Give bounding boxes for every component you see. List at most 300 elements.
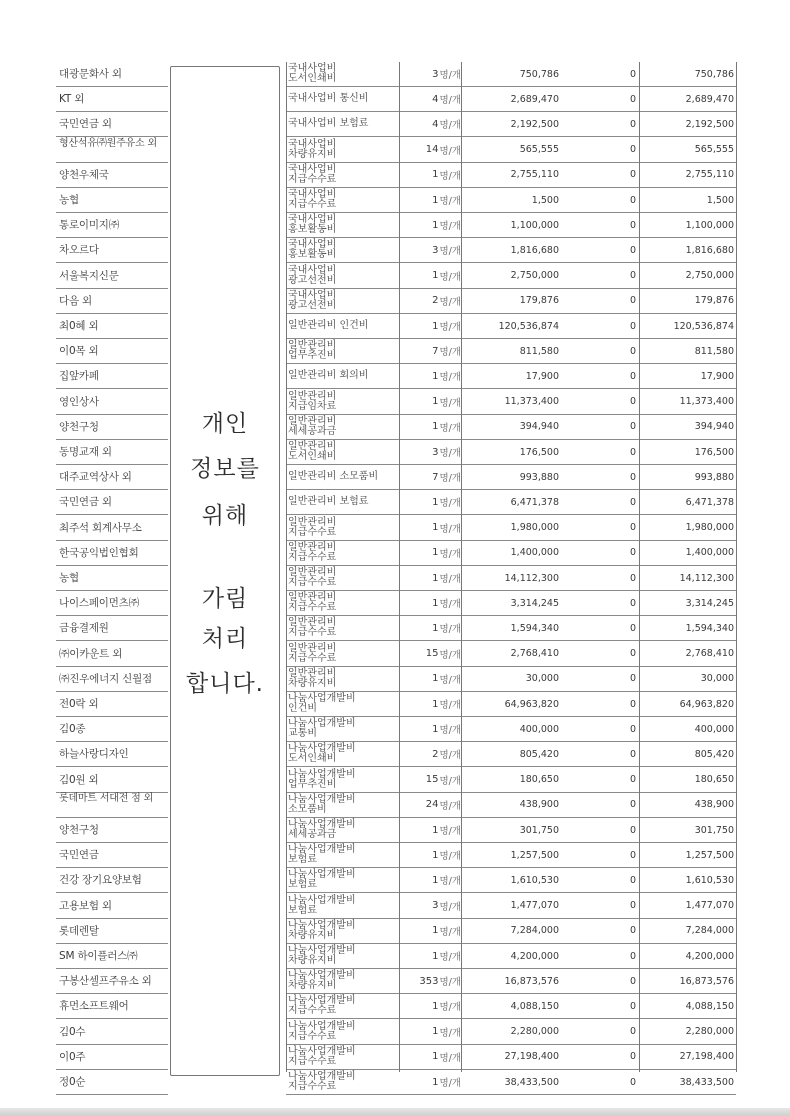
account-item-cell	[286, 339, 399, 364]
zero-cell: 0	[561, 163, 639, 188]
zero-cell: 0	[561, 944, 639, 969]
quantity-unit: 명/개	[439, 1027, 461, 1039]
total-cell: 4,088,150	[639, 994, 736, 1019]
vendor-cell: 다음 외	[56, 289, 168, 314]
amount-cell: 394,940	[461, 415, 561, 440]
amount-cell: 2,280,000	[461, 1020, 561, 1045]
total-cell: 750,786	[639, 62, 736, 87]
account-item-text: 나눔사업개발비	[288, 945, 356, 956]
total-cell: 16,873,576	[639, 969, 736, 994]
total-cell: 38,433,500	[639, 1070, 736, 1095]
quantity-value: 1	[432, 698, 439, 710]
account-item-cell	[286, 314, 399, 339]
account-item-text: 나눔사업개발비	[288, 819, 356, 830]
table-row	[56, 1020, 736, 1045]
quantity-unit: 명/개	[439, 674, 461, 686]
total-cell: 6,471,378	[639, 490, 736, 515]
account-item-text: 국내사업비	[288, 264, 337, 276]
account-item-cell	[286, 1020, 399, 1045]
table-row	[56, 289, 736, 314]
account-item-cell	[286, 440, 399, 465]
account-item-text: 차량유지비	[288, 148, 337, 160]
total-cell: 4,200,000	[639, 944, 736, 969]
quantity-unit: 명/개	[439, 1052, 461, 1064]
account-item-text: 지급수수료	[288, 1030, 337, 1042]
quantity-value: 1	[432, 522, 439, 534]
amount-cell: 1,980,000	[461, 516, 561, 541]
quantity-value: 1	[432, 421, 439, 433]
quantity-unit: 명/개	[439, 901, 461, 913]
table-row	[56, 919, 736, 944]
vendor-cell: 한국공익법인협회	[56, 541, 168, 566]
account-item-text: 광고선전비	[288, 299, 337, 311]
account-item-text: 지급수수료	[288, 652, 337, 664]
account-item-text: 국내사업비	[288, 239, 337, 251]
quantity-cell	[399, 238, 461, 263]
zero-cell: 0	[561, 894, 639, 919]
account-item-text: 나눔사업개발비	[288, 1020, 356, 1032]
quantity-cell	[399, 793, 461, 818]
total-cell: 2,750,000	[639, 264, 736, 289]
vendor-cell: 김0종	[56, 717, 168, 742]
account-item-text: 차량유지비	[288, 955, 337, 966]
quantity-cell	[399, 642, 461, 667]
quantity-value: 3	[432, 900, 439, 912]
account-item-cell	[286, 1070, 399, 1095]
total-cell: 2,280,000	[639, 1020, 736, 1045]
zero-cell: 0	[561, 667, 639, 692]
privacy-notice-line: 합니다.	[186, 671, 264, 697]
account-item-cell	[286, 692, 399, 717]
total-cell: 301,750	[639, 818, 736, 843]
amount-cell: 30,000	[461, 667, 561, 692]
account-item-text: 지급수수료	[288, 1081, 337, 1092]
zero-cell: 0	[561, 314, 639, 339]
quantity-cell	[399, 112, 461, 137]
account-item-text: 국내사업비 통신비	[288, 93, 369, 105]
account-item-text: 나눔사업개발비	[288, 1071, 356, 1082]
quantity-cell	[399, 213, 461, 238]
account-item-text: 일반관리비	[288, 390, 337, 402]
account-item-cell	[286, 616, 399, 641]
vendor-cell: 서울복지신문	[56, 264, 168, 289]
account-item-cell	[286, 465, 399, 490]
quantity-cell	[399, 969, 461, 994]
account-item-cell	[286, 566, 399, 591]
vendor-cell: 정0순	[56, 1070, 168, 1095]
account-item-cell	[286, 591, 399, 616]
account-item-text: 지급수수료	[288, 526, 337, 538]
zero-cell: 0	[561, 591, 639, 616]
quantity-value: 2	[432, 748, 439, 760]
account-item-text: 일반관리비	[288, 592, 337, 604]
account-item-text: 일반관리비	[288, 441, 337, 452]
quantity-value: 24	[425, 799, 439, 811]
quantity-value: 1	[432, 723, 439, 735]
table-row	[56, 264, 736, 289]
quantity-cell	[399, 566, 461, 591]
amount-cell: 38,433,500	[461, 1070, 561, 1095]
vendor-cell: 차오르다	[56, 238, 168, 263]
account-item-cell	[286, 642, 399, 667]
quantity-cell	[399, 314, 461, 339]
scan-edge	[0, 1108, 790, 1116]
privacy-notice-line: 개인	[201, 411, 249, 437]
quantity-value: 1	[432, 194, 439, 206]
quantity-unit: 명/개	[439, 649, 461, 661]
vendor-cell: 양천구청	[56, 818, 168, 843]
table-row	[56, 238, 736, 263]
zero-cell: 0	[561, 213, 639, 238]
total-cell: 805,420	[639, 742, 736, 767]
amount-cell: 1,594,340	[461, 616, 561, 641]
vendor-cell: 최주석 회계사무소	[56, 516, 168, 541]
amount-cell: 17,900	[461, 364, 561, 389]
quantity-unit: 명/개	[439, 750, 461, 762]
account-item-cell	[286, 289, 399, 314]
quantity-cell	[399, 138, 461, 163]
account-item-text: 차량유지비	[288, 929, 337, 941]
quantity-unit: 명/개	[439, 347, 461, 359]
total-cell: 811,580	[639, 339, 736, 364]
column-rule	[286, 62, 287, 1072]
zero-cell: 0	[561, 364, 639, 389]
total-cell: 120,536,874	[639, 314, 736, 339]
total-cell: 27,198,400	[639, 1045, 736, 1070]
vendor-cell: SM 하이플러스㈜	[56, 944, 168, 969]
amount-cell: 2,755,110	[461, 163, 561, 188]
total-cell: 1,610,530	[639, 868, 736, 893]
table-row	[56, 364, 736, 389]
amount-cell: 4,200,000	[461, 944, 561, 969]
account-item-text: 나눔사업개발비	[288, 919, 356, 931]
quantity-unit: 명/개	[439, 926, 461, 938]
account-item-text: 차량유지비	[288, 980, 337, 992]
account-item-text: 보험료	[288, 879, 317, 891]
total-cell: 1,980,000	[639, 516, 736, 541]
account-item-text: 도서인쇄비	[288, 451, 337, 462]
column-rule	[736, 62, 737, 1072]
zero-cell: 0	[561, 490, 639, 515]
quantity-unit: 명/개	[439, 498, 461, 510]
quantity-value: 3	[432, 446, 439, 458]
account-item-text: 지급수수료	[288, 551, 337, 563]
table-row	[56, 667, 736, 692]
quantity-value: 1	[432, 547, 439, 559]
account-item-text: 일반관리비	[288, 541, 337, 553]
account-item-text: 나눔사업개발비	[288, 693, 356, 704]
account-item-text: 인건비	[288, 703, 317, 714]
privacy-notice-line: 위해	[201, 503, 249, 529]
quantity-value: 353	[419, 975, 439, 987]
account-item-text: 일반관리비	[288, 567, 337, 578]
table-row	[56, 516, 736, 541]
zero-cell: 0	[561, 566, 639, 591]
quantity-value: 1	[432, 572, 439, 584]
amount-cell: 805,420	[461, 742, 561, 767]
quantity-cell	[399, 516, 461, 541]
privacy-notice-line: 가림	[201, 586, 249, 612]
account-item-text: 일반관리비 보험료	[288, 496, 369, 508]
quantity-value: 1	[432, 219, 439, 231]
quantity-value: 15	[425, 774, 439, 786]
quantity-value: 1	[432, 824, 439, 836]
table-row	[56, 112, 736, 137]
zero-cell: 0	[561, 717, 639, 742]
account-item-text: 지급임차료	[288, 400, 337, 412]
total-cell: 438,900	[639, 793, 736, 818]
quantity-value: 4	[432, 118, 439, 130]
account-item-cell	[286, 919, 399, 944]
table-row	[56, 692, 736, 717]
table-row	[56, 62, 736, 87]
total-cell: 30,000	[639, 667, 736, 692]
account-item-text: 국내사업비 보험료	[288, 118, 369, 130]
total-cell: 3,314,245	[639, 591, 736, 616]
total-cell: 1,100,000	[639, 213, 736, 238]
amount-cell: 301,750	[461, 818, 561, 843]
account-item-cell	[286, 667, 399, 692]
quantity-value: 4	[432, 93, 439, 105]
account-item-text: 일반관리비	[288, 415, 337, 427]
quantity-cell	[399, 163, 461, 188]
zero-cell: 0	[561, 87, 639, 112]
quantity-value: 1	[432, 1000, 439, 1012]
amount-cell: 1,100,000	[461, 213, 561, 238]
zero-cell: 0	[561, 642, 639, 667]
account-item-text: 도서인쇄비	[288, 73, 337, 84]
quantity-cell	[399, 717, 461, 742]
column-rule	[639, 62, 640, 1072]
quantity-value: 1	[432, 370, 439, 382]
amount-cell: 1,816,680	[461, 238, 561, 263]
vendor-cell: ㈜이카운트 외	[56, 642, 168, 667]
quantity-cell	[399, 692, 461, 717]
quantity-unit: 명/개	[439, 599, 461, 611]
quantity-unit: 명/개	[439, 196, 461, 207]
vendor-cell: 농협	[56, 188, 168, 213]
quantity-unit: 명/개	[439, 296, 461, 308]
amount-cell: 179,876	[461, 289, 561, 314]
column-rule	[399, 62, 400, 1072]
account-item-text: 지급수수료	[288, 1055, 337, 1067]
quantity-value: 1	[432, 1026, 439, 1038]
account-item-cell	[286, 994, 399, 1019]
quantity-value: 2	[432, 295, 439, 307]
vendor-cell: 최0혜 외	[56, 314, 168, 339]
quantity-cell	[399, 390, 461, 415]
total-cell: 1,400,000	[639, 541, 736, 566]
vendor-cell: 국민연금 외	[56, 112, 168, 137]
vendor-cell: 대광문화사 외	[56, 62, 168, 87]
account-item-text: 지급수수료	[288, 627, 337, 639]
account-item-text: 지급수수료	[288, 602, 337, 614]
zero-cell: 0	[561, 843, 639, 868]
quantity-unit: 명/개	[439, 574, 461, 585]
account-item-cell	[286, 717, 399, 742]
table-row	[56, 440, 736, 465]
quantity-cell	[399, 616, 461, 641]
account-item-cell	[286, 112, 399, 137]
amount-cell: 16,873,576	[461, 969, 561, 994]
quantity-value: 1	[432, 1051, 439, 1063]
quantity-value: 1	[432, 849, 439, 861]
vendor-cell: 김0수	[56, 1020, 168, 1045]
account-item-text: 나눔사업개발비	[288, 970, 356, 982]
quantity-cell	[399, 944, 461, 969]
zero-cell: 0	[561, 692, 639, 717]
amount-cell: 1,500	[461, 188, 561, 213]
account-item-cell	[286, 62, 399, 87]
total-cell: 1,594,340	[639, 616, 736, 641]
vendor-cell: 대주교역상사 외	[56, 465, 168, 490]
quantity-cell	[399, 667, 461, 692]
amount-cell: 180,650	[461, 768, 561, 793]
account-item-text: 나눔사업개발비	[288, 894, 356, 906]
table-row	[56, 793, 736, 818]
vendor-cell: 건강 장기요양보험	[56, 868, 168, 893]
quantity-value: 1	[432, 622, 439, 634]
zero-cell: 0	[561, 541, 639, 566]
table-row	[56, 894, 736, 919]
table-row	[56, 415, 736, 440]
quantity-unit: 명/개	[439, 800, 461, 812]
quantity-value: 3	[432, 68, 439, 80]
zero-cell: 0	[561, 112, 639, 137]
table-row	[56, 390, 736, 415]
account-item-text: 광고선전비	[288, 274, 337, 286]
vendor-cell: 집앞카페	[56, 364, 168, 389]
quantity-unit: 명/개	[439, 221, 461, 233]
table-row	[56, 465, 736, 490]
zero-cell: 0	[561, 919, 639, 944]
account-item-cell	[286, 868, 399, 893]
table-row	[56, 138, 736, 163]
account-item-text: 도서인쇄비	[288, 753, 337, 765]
table-row	[56, 87, 736, 112]
amount-cell: 1,257,500	[461, 843, 561, 868]
quantity-unit: 명/개	[439, 725, 461, 737]
quantity-unit: 명/개	[439, 523, 461, 535]
account-item-text: 일반관리비	[288, 617, 337, 629]
account-item-cell	[286, 944, 399, 969]
account-item-text: 국내사업비	[288, 214, 337, 226]
total-cell: 2,755,110	[639, 163, 736, 188]
zero-cell: 0	[561, 1020, 639, 1045]
total-cell: 2,689,470	[639, 87, 736, 112]
zero-cell: 0	[561, 994, 639, 1019]
quantity-cell	[399, 364, 461, 389]
quantity-value: 1	[432, 496, 439, 508]
vendor-cell: 롯데마트 서대전 점 외	[56, 793, 168, 818]
account-item-text: 지급수수료	[288, 577, 337, 588]
zero-cell: 0	[561, 62, 639, 87]
quantity-unit: 명/개	[439, 120, 461, 132]
amount-cell: 2,689,470	[461, 87, 561, 112]
quantity-value: 1	[432, 169, 439, 181]
vendor-cell: 금융결제원	[56, 616, 168, 641]
total-cell: 2,192,500	[639, 112, 736, 137]
quantity-value: 1	[432, 270, 439, 282]
zero-cell: 0	[561, 440, 639, 465]
quantity-unit: 명/개	[439, 826, 461, 837]
total-cell: 180,650	[639, 768, 736, 793]
table-row	[56, 843, 736, 868]
quantity-unit: 명/개	[439, 170, 461, 182]
total-cell: 64,963,820	[639, 692, 736, 717]
account-item-cell	[286, 793, 399, 818]
account-item-text: 지급수수료	[288, 1005, 337, 1017]
table-row	[56, 768, 736, 793]
account-item-text: 나눔사업개발비	[288, 793, 356, 805]
zero-cell: 0	[561, 289, 639, 314]
quantity-cell	[399, 1070, 461, 1095]
quantity-unit: 명/개	[439, 473, 461, 485]
total-cell: 1,477,070	[639, 894, 736, 919]
quantity-cell	[399, 1045, 461, 1070]
zero-cell: 0	[561, 818, 639, 843]
quantity-value: 1	[432, 1076, 439, 1088]
vendor-cell: 영인상사	[56, 390, 168, 415]
vendor-cell: 전0락 외	[56, 692, 168, 717]
account-item-text: 나눔사업개발비	[288, 869, 356, 881]
vendor-cell: 이0목 외	[56, 339, 168, 364]
account-item-text: 지급수수료	[288, 199, 337, 210]
account-item-text: 홍보활동비	[288, 224, 337, 236]
table-row	[56, 944, 736, 969]
account-item-text: 나눔사업개발비	[288, 768, 356, 780]
account-item-cell	[286, 415, 399, 440]
quantity-cell	[399, 87, 461, 112]
table-row	[56, 1070, 736, 1095]
quantity-value: 15	[425, 648, 439, 660]
total-cell: 1,257,500	[639, 843, 736, 868]
quantity-cell	[399, 188, 461, 213]
quantity-unit: 명/개	[439, 548, 461, 560]
account-item-text: 국내사업비	[288, 289, 337, 301]
account-item-text: 국내사업비	[288, 163, 337, 175]
table-row	[56, 868, 736, 893]
account-item-cell	[286, 969, 399, 994]
account-item-text: 세세공과금	[288, 425, 337, 437]
account-item-text: 일반관리비	[288, 516, 337, 528]
account-item-text: 국내사업비	[288, 138, 337, 150]
table-row	[56, 642, 736, 667]
amount-cell: 1,400,000	[461, 541, 561, 566]
quantity-unit: 명/개	[439, 422, 461, 434]
vendor-cell: 농협	[56, 566, 168, 591]
quantity-unit: 명/개	[439, 876, 461, 888]
vendor-cell: 국민연금 외	[56, 490, 168, 515]
table-row	[56, 314, 736, 339]
vendor-cell: KT 외	[56, 87, 168, 112]
account-item-text: 세세공과금	[288, 829, 337, 840]
quantity-cell	[399, 868, 461, 893]
account-item-text: 홍보활동비	[288, 249, 337, 261]
account-item-text: 국내사업비	[288, 63, 337, 74]
quantity-unit: 명/개	[439, 271, 461, 283]
account-item-text: 일반관리비	[288, 340, 337, 352]
table-row	[56, 818, 736, 843]
quantity-value: 3	[432, 244, 439, 256]
amount-cell: 120,536,874	[461, 314, 561, 339]
column-rule	[461, 62, 462, 1072]
quantity-value: 1	[432, 320, 439, 332]
account-item-text: 업무추진비	[288, 778, 337, 790]
quantity-unit: 명/개	[439, 624, 461, 636]
quantity-unit: 명/개	[439, 700, 461, 711]
account-item-text: 소모품비	[288, 803, 327, 815]
